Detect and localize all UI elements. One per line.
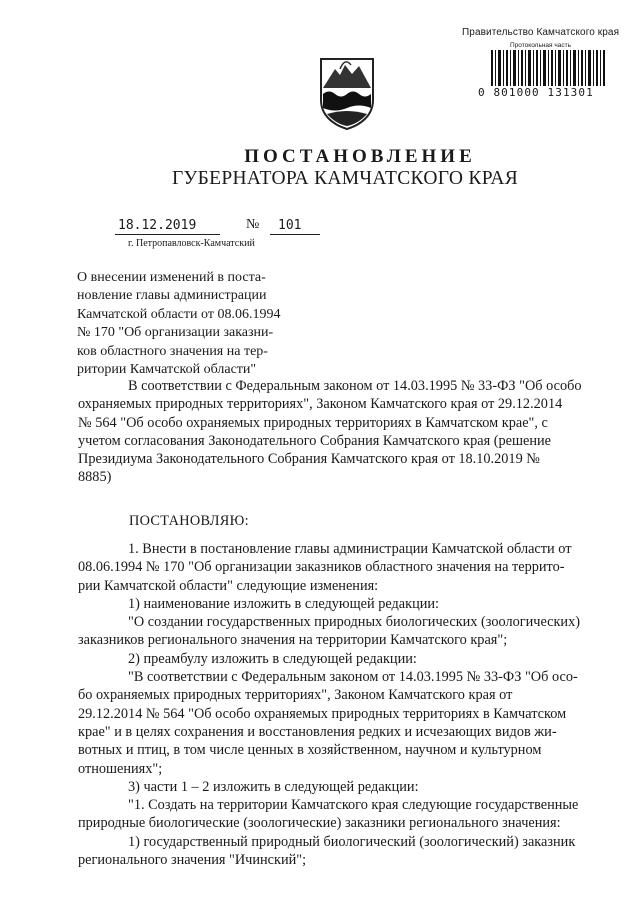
body-line: крае" и в целях сохранения и восстановления редких и исчезающих видов жи- bbox=[78, 723, 557, 740]
decree-body bbox=[78, 540, 611, 869]
preamble-paragraph bbox=[78, 377, 611, 487]
stamp-organization: Правительство Камчатского края bbox=[462, 27, 620, 38]
document-subject bbox=[77, 269, 310, 379]
date-underline bbox=[115, 234, 220, 235]
body-line: "В соответствии с Федеральным законом от 14.03.1995 № 33-ФЗ "Об осо- bbox=[128, 669, 578, 686]
stamp-subtitle: Протокольная часть bbox=[510, 42, 571, 49]
barcode-icon bbox=[491, 50, 605, 86]
body-line: регионального значения "Ичинский"; bbox=[78, 852, 307, 869]
number-sign: № bbox=[246, 217, 260, 232]
subject-line: № 170 "Об организации заказни- bbox=[77, 325, 274, 341]
body-line: 29.12.2014 № 564 "Об особо охраняемых природных территориях в Камчатском bbox=[78, 705, 567, 722]
decree-heading: ПОСТАНОВЛЯЮ: bbox=[129, 513, 249, 529]
barcode-number: 0 801000 131301 bbox=[478, 86, 594, 99]
body-line: 1) государственный природный биологический (зоологический) заказник bbox=[128, 833, 576, 850]
kamchatka-coat-of-arms-icon bbox=[318, 56, 376, 130]
body-line: 08.06.1994 № 170 "Об организации заказников областного значения на террито- bbox=[78, 559, 565, 576]
body-line: 3) части 1 – 2 изложить в следующей редакции: bbox=[128, 778, 419, 795]
document-subtitle: ГУБЕРНАТОРА КАМЧАТСКОГО КРАЯ bbox=[171, 168, 519, 189]
body-line: природные биологические (зоологические) заказники регионального значения: bbox=[78, 815, 561, 832]
preamble-line: 8885) bbox=[78, 469, 112, 486]
body-line: 1. Внести в постановление главы администрации Камчатской области от bbox=[128, 541, 572, 557]
body-line: отношениях"; bbox=[78, 760, 163, 777]
document-number: 101 bbox=[278, 218, 302, 233]
body-line: "1. Создать на территории Камчатского края следующие государственные bbox=[128, 797, 579, 814]
subject-line: новление главы администрации bbox=[77, 288, 267, 304]
number-underline bbox=[270, 234, 320, 235]
body-line: вотных и птиц, в том числе ценных в хозяйственном, научном и культурном bbox=[78, 742, 542, 759]
preamble-line: В соответствии с Федеральным законом от 14.03.1995 № 33-ФЗ "Об особо bbox=[128, 378, 582, 394]
subject-line: О внесении изменений в поста- bbox=[77, 270, 266, 285]
document-title: ПОСТАНОВЛЕНИЕ bbox=[244, 146, 476, 167]
body-line: 2) преамбулу изложить в следующей редакции: bbox=[128, 650, 417, 667]
preamble-line: № 564 "Об особо охраняемых природных территориях в Камчатском крае", с bbox=[78, 414, 548, 431]
preamble-line: Президиума Законодательного Собрания Камчатского края от 18.10.2019 № bbox=[78, 451, 540, 468]
subject-line: Камчатской области от 08.06.1994 bbox=[77, 306, 281, 322]
body-line: бо охраняемых природных территориях", Законом Камчатского края от bbox=[78, 687, 513, 704]
body-line: заказников регионального значения на территории Камчатского края"; bbox=[78, 632, 508, 649]
document-city: г. Петропавловск-Камчатский bbox=[128, 238, 255, 249]
subject-line: ков областного значения на тер- bbox=[77, 343, 268, 359]
body-line: рии Камчатской области" следующие изменения: bbox=[78, 577, 379, 594]
preamble-line: охраняемых природных территориях", Законом Камчатского края от 29.12.2014 bbox=[78, 396, 563, 413]
subject-line: ритории Камчатской области" bbox=[77, 362, 257, 378]
document-date: 18.12.2019 bbox=[118, 218, 197, 233]
body-line: 1) наименование изложить в следующей редакции: bbox=[128, 595, 439, 612]
body-line: "О создании государственных природных биологических (зоологических) bbox=[128, 614, 580, 631]
preamble-line: учетом согласования Законодательного Собрания Камчатского края (решение bbox=[78, 432, 552, 449]
